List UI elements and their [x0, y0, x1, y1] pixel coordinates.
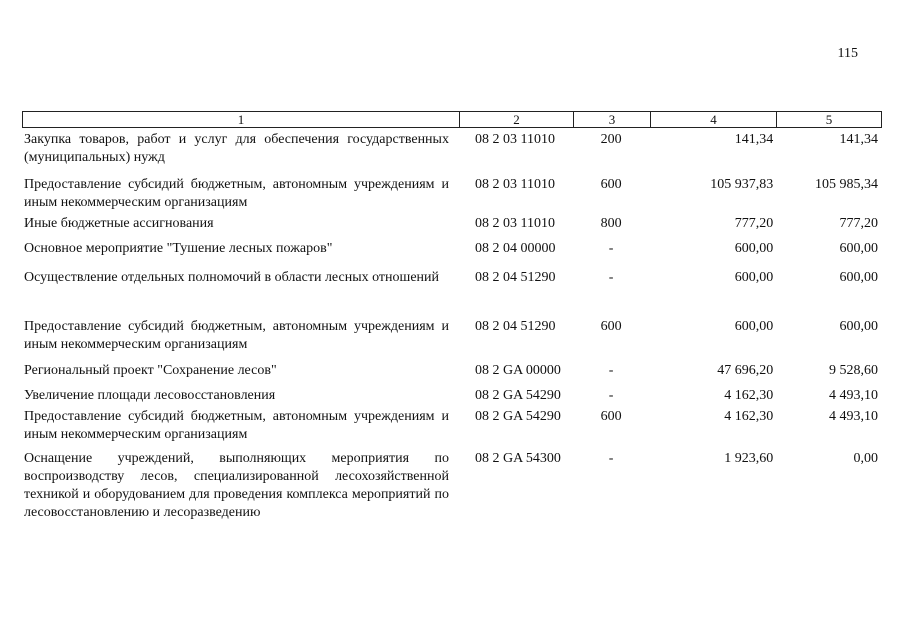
- row-name: Увеличение площади лесовосстановления: [24, 388, 276, 403]
- row-amount-1: 777,20: [734, 216, 774, 231]
- row-amount-1: 600,00: [734, 319, 774, 334]
- row-code: 08 2 04 00000: [474, 241, 556, 256]
- row-amount-1: 4 162,30: [724, 388, 774, 403]
- row-amount-2: 600,00: [839, 270, 878, 285]
- row-name: Предоставление субсидий бюджетным, автономным учреждениям и иным некоммерческим организациям: [24, 177, 449, 210]
- row-expense-type: 600: [600, 177, 622, 192]
- row-amount-1: 600,00: [734, 270, 774, 285]
- row-amount-1: 1 923,60: [724, 451, 774, 466]
- row-code: 08 2 04 51290: [474, 270, 556, 285]
- table-row: [22, 362, 880, 380]
- row-amount-1: 600,00: [734, 241, 774, 256]
- row-amount-2: 4 493,10: [829, 409, 878, 424]
- row-code: 08 2 GA 54290: [474, 409, 561, 424]
- row-name: Основное мероприятие "Тушение лесных пожаров": [24, 241, 333, 256]
- row-expense-type: -: [608, 363, 614, 378]
- table-row: [22, 215, 880, 233]
- row-code: 08 2 03 11010: [474, 132, 555, 147]
- row-name: Предоставление субсидий бюджетным, автономным учреждениям и иным некоммерческим организациям: [24, 409, 449, 442]
- row-code: 08 2 GA 54300: [474, 451, 561, 466]
- row-amount-2: 105 985,34: [815, 177, 878, 192]
- row-amount-1: 141,34: [734, 132, 774, 147]
- row-amount-2: 9 528,60: [829, 363, 878, 378]
- row-code: 08 2 03 11010: [474, 177, 555, 192]
- row-expense-type: 800: [600, 216, 622, 231]
- table-row: [22, 387, 880, 405]
- row-amount-2: 141,34: [839, 132, 878, 147]
- row-name: Закупка товаров, работ и услуг для обеспечения государственных (муниципальных) нужд: [24, 132, 449, 165]
- row-amount-1: 105 937,83: [710, 177, 774, 192]
- row-amount-2: 4 493,10: [829, 388, 878, 403]
- row-amount-1: 47 696,20: [717, 363, 774, 378]
- table-row: [22, 450, 880, 522]
- row-expense-type: 200: [600, 132, 622, 147]
- header-col-4: 4: [650, 112, 776, 127]
- row-amount-2: 600,00: [839, 241, 878, 256]
- row-expense-type: -: [608, 451, 614, 466]
- table-row: [22, 131, 880, 167]
- row-name: Региональный проект "Сохранение лесов": [24, 363, 277, 378]
- row-name: Иные бюджетные ассигнования: [24, 216, 214, 231]
- row-name: Осуществление отдельных полномочий в области лесных отношений: [24, 270, 440, 285]
- row-expense-type: -: [608, 241, 614, 256]
- row-code: 08 2 04 51290: [474, 319, 556, 334]
- row-name: Предоставление субсидий бюджетным, автономным учреждениям и иным некоммерческим организациям: [24, 319, 449, 352]
- row-amount-2: 0,00: [853, 451, 878, 466]
- header-col-1: 1: [237, 112, 245, 127]
- row-amount-2: 600,00: [839, 319, 878, 334]
- row-expense-type: 600: [600, 409, 622, 424]
- row-code: 08 2 GA 00000: [474, 363, 561, 378]
- row-code: 08 2 GA 54290: [474, 388, 561, 403]
- row-amount-2: 777,20: [839, 216, 878, 231]
- table-row: [22, 176, 880, 212]
- table-row: [22, 269, 880, 287]
- page-number: 115: [837, 46, 858, 61]
- table-row: [22, 318, 880, 354]
- table-row: [22, 240, 880, 258]
- row-code: 08 2 03 11010: [474, 216, 555, 231]
- row-amount-1: 4 162,30: [724, 409, 774, 424]
- table-row: [22, 408, 880, 444]
- row-name: Оснащение учреждений, выполняющих мероприятия по воспроизводству лесов, специализированной лесохозяйственной техникой и оборудованием для проведения комплекса мероприятий по лесовосстановлению и лесоразведению: [24, 451, 449, 520]
- row-expense-type: -: [608, 388, 614, 403]
- row-expense-type: -: [608, 270, 614, 285]
- header-col-3: 3: [573, 112, 650, 127]
- header-col-5: 5: [776, 112, 881, 127]
- row-expense-type: 600: [600, 319, 622, 334]
- header-col-2: 2: [459, 112, 573, 127]
- table-header: [22, 111, 882, 128]
